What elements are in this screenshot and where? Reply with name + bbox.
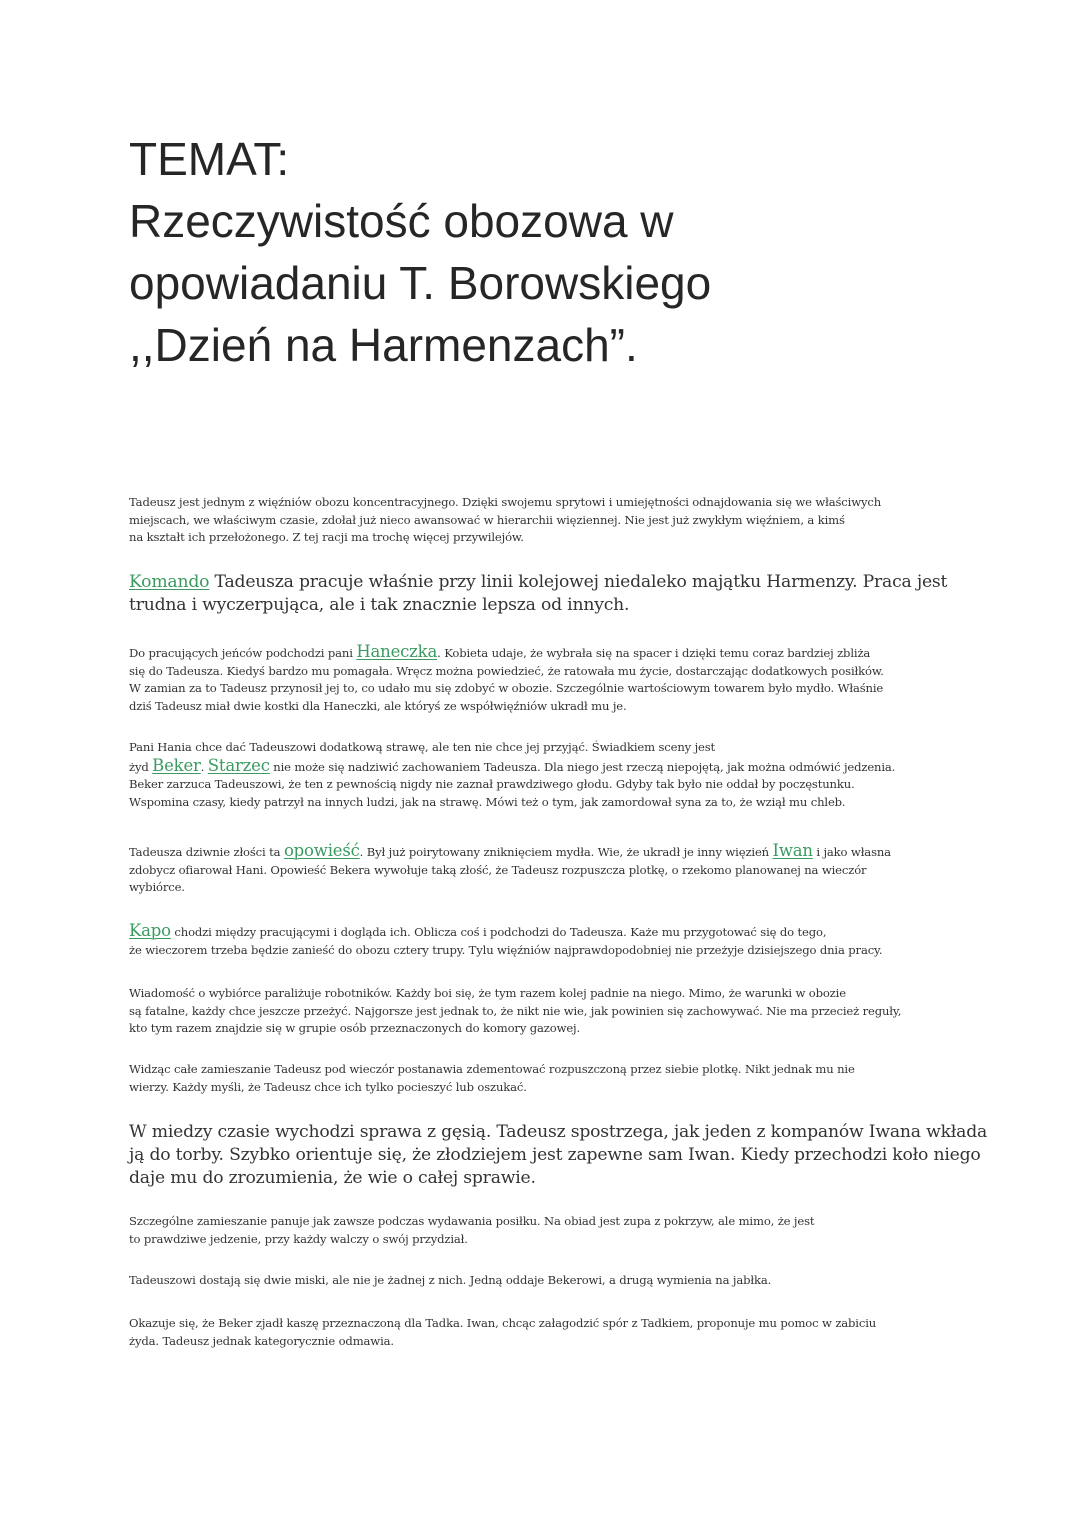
text-line: to prawdziwe jedzenie, przy każdy walczy o swój przydział. <box>129 1231 468 1246</box>
paragraph-opowiesc <box>129 842 959 897</box>
text-line: Pani Hania chce dać Tadeuszowi dodatkową strawę, ale ten nie chce jej przyjąć. Świadkiem sceny jest <box>129 740 716 754</box>
text-line: Widząc całe zamieszanie Tadeusz pod wieczór postanawia zdementować rozpuszczoną przez siebie plotkę. Nikt jednak mu nie <box>129 1062 855 1076</box>
link-beker[interactable]: Beker <box>152 755 201 775</box>
text-line: żyda. Tadeusz jednak kategorycznie odmawia. <box>129 1333 394 1348</box>
text-line: daje mu do zrozumienia, że wie o całej sprawie. <box>129 1168 536 1188</box>
link-opowiesc[interactable]: opowieść <box>283 841 360 860</box>
text-line: trudna i wyczerpująca, ale i tak znacznie lepsza od innych. <box>129 595 630 615</box>
text-line: Wspomina czasy, kiedy patrzył na innych ludzi, jak na strawę. Mówi też o tym, jak zamordował syna za to, że wziął mu chleb. <box>129 794 846 809</box>
text-line: dziś Tadeusz miał dwie kostki dla Haneczki, ale któryś ze współwięźniów ukradł mu je. <box>129 698 627 713</box>
text-line: W miedzy czasie wychodzi sprawa z gęsią. Tadeusz spostrzega, jak jeden z kompanów Iwana wkłada <box>129 1122 988 1142</box>
text-line: kto tym razem znajdzie się w grupie osób przeznaczonych do komory gazowej. <box>129 1021 581 1035</box>
text-fragment: i jako własna <box>812 845 891 859</box>
text-line: na kształt ich przełożonego. Z tej racji ma trochę więcej przywilejów. <box>129 530 524 544</box>
text-line: miejscach, we właściwym czasie, zdołał już nieco awansować w hierarchii więziennej. Nie jest już zwykłym więźniem, a kimś <box>129 512 845 527</box>
paragraph-haneczka <box>129 643 959 715</box>
paragraph-posilek <box>129 1213 959 1248</box>
text-line: Beker zarzuca Tadeuszowi, że ten z pewnością nigdy nie zaznał prawdziwego głodu. Gdyby tak było nie oddał by poczęstunku. <box>129 777 855 791</box>
text-line: Tadeuszowi dostają się dwie miski, ale nie je żadnej z nich. Jedną oddaje Bekerowi, a drugą wymienia na jabłka. <box>129 1273 772 1287</box>
link-kapo[interactable]: Kapo <box>129 921 171 940</box>
paragraph-wybiorka <box>129 985 959 1038</box>
text-line: są fatalne, każdy chce jeszcze przeżyć. Najgorsze jest jednak to, że nikt nie wie, jak powinien się zachowywać. Nie ma przecież reguły, <box>129 1003 902 1018</box>
text-line: W zamian za to Tadeusz przynosił jej to, co udało mu się zdobyć w obozie. Szczególnie wartościowym towarem było mydło. Właśnie <box>129 681 884 695</box>
title-line-1: TEMAT: <box>129 133 290 185</box>
paragraph-beker <box>129 739 959 811</box>
link-starzec[interactable]: Starzec <box>207 755 270 775</box>
text-fragment: . Był już poirytowany zniknięciem mydła. Wie, że ukradł je inny więzień <box>359 845 773 859</box>
text-fragment: Tadeusza dziwnie złości ta <box>129 845 284 859</box>
text-line: Wiadomość o wybiórce paraliżuje robotników. Każdy boi się, że tym razem kolej padnie na niego. Mimo, że warunki w obozie <box>129 986 846 1000</box>
text-line: Tadeusz jest jednym z więźniów obozu koncentracyjnego. Dzięki swojemu sprytowi i umiejętności odnajdowania się we właściwych <box>129 495 882 509</box>
text-fragment: . Kobieta udaje, że wybrała się na spacer i dzięki temu coraz bardziej zbliża <box>437 646 871 660</box>
paragraph-komando <box>129 571 959 617</box>
text-line: Szczególne zamieszanie panuje jak zawsze podczas wydawania posiłku. Na obiad jest zupa z pokrzyw, ale mimo, że jest <box>129 1214 815 1228</box>
title-line-4: ,,Dzień na Harmenzach”. <box>129 319 638 371</box>
text-line: się do Tadeusza. Kiedyś bardzo mu pomagała. Wręcz można powiedzieć, że ratowała mu życie, dostarczając dodatkowych posiłków. <box>129 663 884 678</box>
text-line: Okazuje się, że Beker zjadł kaszę przeznaczoną dla Tadka. Iwan, chcąc załagodzić spór z Tadkiem, proponuje mu pomoc w zabiciu <box>129 1316 877 1330</box>
title-line-3: opowiadaniu T. Borowskiego <box>129 257 712 309</box>
text-line: wybiórce. <box>129 880 185 894</box>
text-line <box>129 922 959 942</box>
paragraph-kasza <box>129 1315 959 1350</box>
text-line <box>129 842 959 862</box>
text-fragment: żyd <box>129 759 153 774</box>
paragraph-ges <box>129 1121 988 1190</box>
text-fragment: Do pracujących jeńców podchodzi pani <box>129 646 357 660</box>
paragraph-miski <box>129 1272 959 1290</box>
paragraph-kapo <box>129 922 959 959</box>
text-line <box>129 643 959 663</box>
title-line-2: Rzeczywistość obozowa w <box>129 195 674 247</box>
text-line: wierzy. Każdy myśli, że Tadeusz chce ich tylko pocieszyć lub oszukać. <box>129 1079 527 1094</box>
link-haneczka[interactable]: Haneczka <box>356 642 438 661</box>
paragraph-intro <box>129 494 959 547</box>
page-title <box>129 128 989 376</box>
text-fragment: nie może się nadziwić zachowaniem Tadeusza. Dla niego jest rzeczą niepojętą, jak można odmówić jedzenia. <box>269 759 896 774</box>
link-komando[interactable]: Komando <box>129 572 210 592</box>
text-fragment: chodzi między pracującymi i dogląda ich. Oblicza coś i podchodzi do Tadeusza. Każe mu przygotować się do tego, <box>170 925 827 939</box>
paragraph-plotka <box>129 1061 959 1096</box>
text-line: ją do torby. Szybko orientuje się, że złodziejem jest zapewne sam Iwan. Kiedy przechodzi koło niego <box>129 1145 981 1165</box>
link-iwan[interactable]: Iwan <box>772 841 813 860</box>
text-line: zdobycz ofiarował Hani. Opowieść Bekera wywołuje taką złość, że Tadeusz rozpuszcza plotkę, o rzekomo planowanej na wieczór <box>129 862 867 877</box>
text-fragment: Tadeusza pracuje właśnie przy linii kolejowej niedaleko majątku Harmenzy. Praca jest <box>209 572 948 592</box>
text-line <box>129 757 959 777</box>
text-line: że wieczorem trzeba będzie zanieść do obozu cztery trupy. Tylu więźniów najprawdopodobniej nie przeżyje dzisiejszego dnia pracy. <box>129 942 883 957</box>
text-fragment: . <box>200 759 208 774</box>
text-line <box>129 571 959 594</box>
